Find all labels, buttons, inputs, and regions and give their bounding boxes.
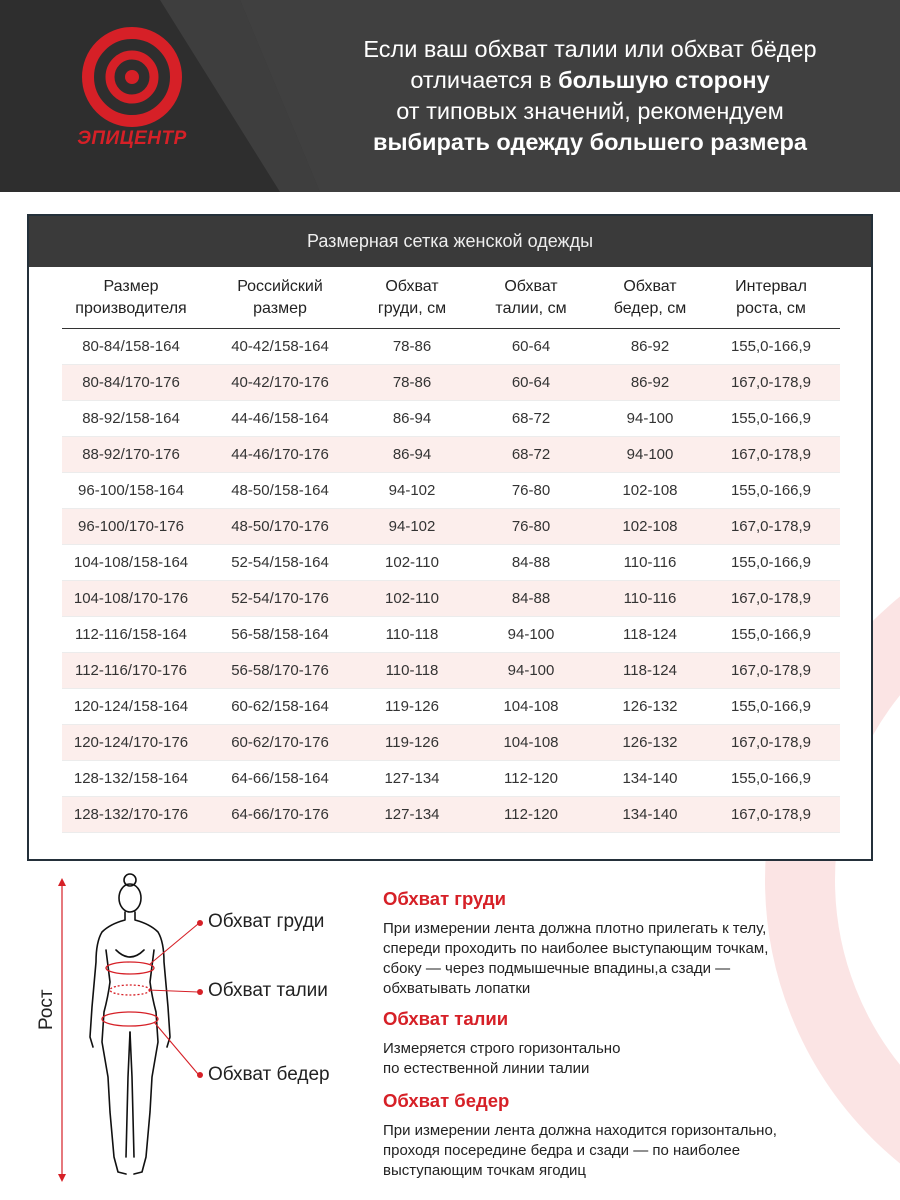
table-cell: 155,0-166,9 [702,401,840,437]
table-cell: 102-110 [360,545,464,581]
table-row [62,689,840,725]
table-cell: 155,0-166,9 [702,329,840,365]
table-cell: 118-124 [598,653,702,689]
table-cell: 68-72 [464,401,598,437]
table-cell: 48-50/170-176 [200,509,360,545]
chest-description-text: При измерении лента должна плотно прилегать к телу, спереди проходить по наиболее выступающим точкам, сбоку — через подмышечные впадины,а сзади — обхватывать лопатки [383,920,769,997]
table-cell: 94-100 [598,401,702,437]
table-cell: 94-102 [360,473,464,509]
table-row [62,401,840,437]
table-cell: 88-92/158-164 [62,401,200,437]
table-cell: 48-50/158-164 [200,473,360,509]
table-header-row [62,274,840,329]
table-cell: 102-110 [360,581,464,617]
table-cell: 119-126 [360,725,464,761]
hips-description [383,1090,863,1181]
table-cell: 155,0-166,9 [702,617,840,653]
table-cell: 104-108/158-164 [62,545,200,581]
hips-description-title: Обхват бедер [383,1090,510,1111]
table-cell: 56-58/158-164 [200,617,360,653]
table-cell: 40-42/170-176 [200,365,360,401]
table-cell: 120-124/158-164 [62,689,200,725]
size-chart-card [27,214,873,861]
table-row [62,545,840,581]
table-cell: 167,0-178,9 [702,365,840,401]
table-cell: 80-84/170-176 [62,365,200,401]
table-cell: 60-64 [464,365,598,401]
waist-label: Обхват талии [208,980,328,1001]
table-cell: 104-108 [464,689,598,725]
table-body [62,329,840,833]
table-cell: 52-54/170-176 [200,581,360,617]
table-cell: 104-108/170-176 [62,581,200,617]
table-cell: 110-116 [598,545,702,581]
table-cell: 84-88 [464,581,598,617]
table-cell: 167,0-178,9 [702,725,840,761]
chest-description-title: Обхват груди [383,888,506,909]
table-cell: 167,0-178,9 [702,509,840,545]
chest-label: Обхват груди [208,911,325,932]
table-cell: 84-88 [464,545,598,581]
table-cell: 167,0-178,9 [702,797,840,833]
table-cell: 155,0-166,9 [702,545,840,581]
table-cell: 112-116/170-176 [62,653,200,689]
table-cell: 127-134 [360,797,464,833]
table-cell: 119-126 [360,689,464,725]
table-cell: 127-134 [360,761,464,797]
hips-label: Обхват бедер [208,1064,330,1085]
table-cell: 94-100 [464,653,598,689]
table-cell: 102-108 [598,509,702,545]
table-row [62,473,840,509]
table-cell: 52-54/158-164 [200,545,360,581]
table-cell: 155,0-166,9 [702,689,840,725]
table-cell: 78-86 [360,365,464,401]
table-cell: 110-118 [360,653,464,689]
waist-description [383,1008,863,1079]
column-header: Интервал роста, см [702,274,840,329]
table-cell: 128-132/158-164 [62,761,200,797]
column-header: Обхват талии, см [464,274,598,329]
table-cell: 112-120 [464,761,598,797]
hips-description-text: При измерении лента должна находится горизонтально, проходя посередине бедра и сзади — по наиболее выступающим точкам ягодиц [383,1122,777,1179]
table-row [62,365,840,401]
size-chart-table [62,274,840,833]
table-cell: 110-118 [360,617,464,653]
waist-description-text: Измеряется строго горизонтально по естественной линии талии [383,1040,621,1077]
table-cell: 60-62/170-176 [200,725,360,761]
table-cell: 112-120 [464,797,598,833]
table-cell: 80-84/158-164 [62,329,200,365]
table-row [62,725,840,761]
column-header: Размер производителя [62,274,200,329]
table-cell: 76-80 [464,473,598,509]
table-row [62,797,840,833]
table-cell: 134-140 [598,797,702,833]
table-cell: 86-94 [360,401,464,437]
table-cell: 134-140 [598,761,702,797]
table-cell: 155,0-166,9 [702,761,840,797]
table-row [62,653,840,689]
table-cell: 94-100 [464,617,598,653]
table-cell: 102-108 [598,473,702,509]
table-row [62,437,840,473]
waist-description-title: Обхват талии [383,1008,509,1029]
table-cell: 64-66/170-176 [200,797,360,833]
column-header: Обхват бедер, см [598,274,702,329]
table-cell: 86-92 [598,329,702,365]
table-row [62,581,840,617]
table-cell: 126-132 [598,725,702,761]
header-line-3: от типовых значений, рекомендуем [396,98,784,124]
table-cell: 94-100 [598,437,702,473]
table-cell: 44-46/170-176 [200,437,360,473]
table-row [62,617,840,653]
table-cell: 94-102 [360,509,464,545]
table-cell: 68-72 [464,437,598,473]
table-cell: 88-92/170-176 [62,437,200,473]
column-header: Российский размер [200,274,360,329]
chest-description [383,888,863,999]
header-message [300,34,880,158]
table-cell: 155,0-166,9 [702,473,840,509]
table-cell: 44-46/158-164 [200,401,360,437]
table-cell: 118-124 [598,617,702,653]
table-cell: 76-80 [464,509,598,545]
size-chart-title: Размерная сетка женской одежды [29,216,871,267]
table-cell: 167,0-178,9 [702,653,840,689]
table-cell: 120-124/170-176 [62,725,200,761]
table-cell: 96-100/170-176 [62,509,200,545]
table-cell: 128-132/170-176 [62,797,200,833]
table-cell: 126-132 [598,689,702,725]
brand-logo [66,24,198,164]
table-row [62,509,840,545]
header-line-2: отличается в большую сторону [410,67,770,93]
table-cell: 60-62/158-164 [200,689,360,725]
table-cell: 167,0-178,9 [702,437,840,473]
table-cell: 112-116/158-164 [62,617,200,653]
header-line-4: выбирать одежду большего размера [373,129,807,155]
table-cell: 56-58/170-176 [200,653,360,689]
table-cell: 64-66/158-164 [200,761,360,797]
table-row [62,329,840,365]
target-logo-icon [66,24,198,134]
height-label: Рост [36,989,57,1030]
table-cell: 86-92 [598,365,702,401]
table-cell: 78-86 [360,329,464,365]
header-line-1: Если ваш обхват талии или обхват бёдер [363,36,817,62]
brand-logo-text: ЭПИЦЕНТР [77,128,187,149]
table-cell: 110-116 [598,581,702,617]
column-header: Обхват груди, см [360,274,464,329]
body-measurement-figure [30,872,370,1192]
table-cell: 167,0-178,9 [702,581,840,617]
table-cell: 40-42/158-164 [200,329,360,365]
table-row [62,761,840,797]
table-cell: 104-108 [464,725,598,761]
table-cell: 96-100/158-164 [62,473,200,509]
table-cell: 86-94 [360,437,464,473]
header-banner [0,0,900,192]
table-cell: 60-64 [464,329,598,365]
